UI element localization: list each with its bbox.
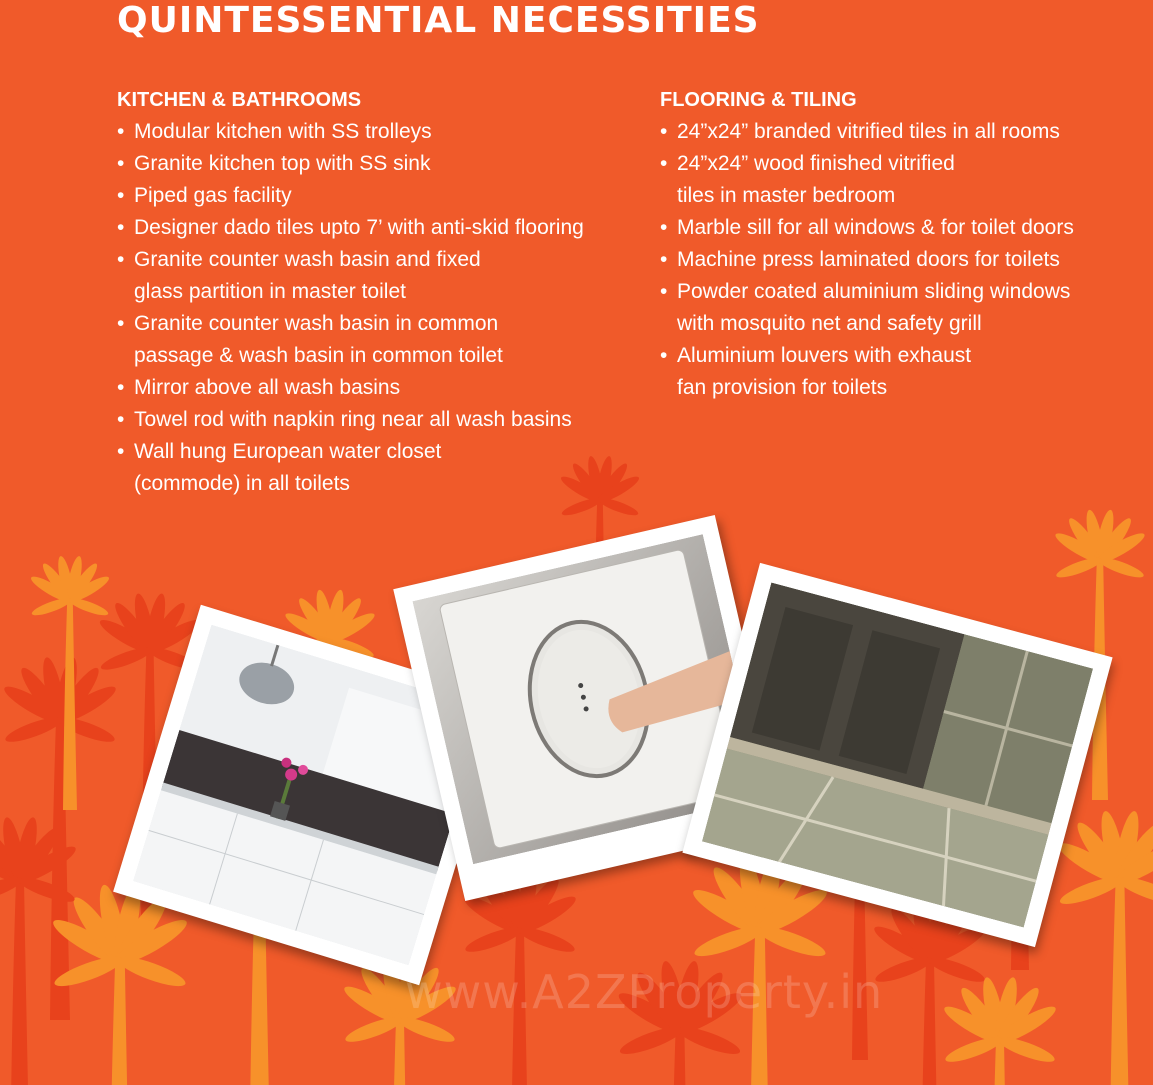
bullet-icon: • (117, 248, 125, 271)
list-item-text: Granite counter wash basin and fixed glass partition in master toilet (134, 248, 481, 303)
page-title: QUINTESSENTIAL NECESSITIES (117, 0, 760, 41)
list-item (117, 244, 584, 308)
list-item (117, 212, 584, 244)
bullet-icon: • (117, 184, 125, 207)
bullet-icon: • (117, 312, 125, 335)
list-item-text: 24”x24” branded vitrified tiles in all rooms (677, 120, 1060, 143)
list-item (660, 244, 1074, 276)
list-item (117, 436, 584, 500)
list-item-text: Towel rod with napkin ring near all wash basins (134, 408, 572, 431)
list-item-text: Designer dado tiles upto 7’ with anti-skid flooring (134, 216, 584, 239)
kitchen-bathrooms-heading: KITCHEN & BATHROOMS (117, 89, 362, 111)
list-item-text: Machine press laminated doors for toilets (677, 248, 1060, 271)
bullet-icon: • (117, 152, 125, 175)
bullet-icon: • (660, 152, 668, 175)
palm-tree-icon (1055, 809, 1153, 1085)
list-item (660, 276, 1074, 340)
bullet-icon: • (117, 408, 125, 431)
list-item (660, 148, 1074, 212)
list-item-text: Modular kitchen with SS trolleys (134, 120, 432, 143)
list-item (660, 116, 1074, 148)
flooring-tiling-list (660, 116, 1074, 404)
bullet-icon: • (117, 376, 125, 399)
palm-tree-icon (49, 883, 192, 1085)
list-item-text: 24”x24” wood finished vitrified tiles in master bedroom (677, 152, 955, 207)
kitchen-bathrooms-section (117, 88, 584, 500)
bullet-icon: • (117, 216, 125, 239)
list-item (660, 212, 1074, 244)
list-item-text: Mirror above all wash basins (134, 376, 401, 399)
list-item (117, 372, 584, 404)
list-item-text: Piped gas facility (134, 184, 292, 207)
palm-tree-icon (941, 976, 1060, 1085)
list-item (117, 116, 584, 148)
list-item (660, 340, 1074, 404)
list-item-text: Powder coated aluminium sliding windows with mosquito net and safety grill (677, 280, 1071, 335)
bullet-icon: • (660, 344, 668, 367)
list-item (117, 308, 584, 372)
list-item-text: Granite counter wash basin in common passage & wash basin in common toilet (134, 312, 503, 367)
bullet-icon: • (117, 440, 125, 463)
list-item-text: Aluminium louvers with exhaust fan provision for toilets (677, 344, 972, 399)
list-item-text: Granite kitchen top with SS sink (134, 152, 431, 175)
bullet-icon: • (660, 280, 668, 303)
bullet-icon: • (660, 216, 668, 239)
list-item (117, 148, 584, 180)
list-item (117, 180, 584, 212)
bullet-icon: • (660, 120, 668, 143)
kitchen-bathrooms-list (117, 116, 584, 500)
flooring-tiling-heading: FLOORING & TILING (660, 89, 857, 111)
watermark: www.A2ZProperty.in (405, 965, 884, 1019)
list-item (117, 404, 584, 436)
bullet-icon: • (660, 248, 668, 271)
flooring-tiling-section (660, 88, 1074, 404)
bullet-icon: • (117, 120, 125, 143)
list-item-text: Marble sill for all windows & for toilet doors (677, 216, 1074, 239)
list-item-text: Wall hung European water closet (commode) in all toilets (134, 440, 442, 495)
